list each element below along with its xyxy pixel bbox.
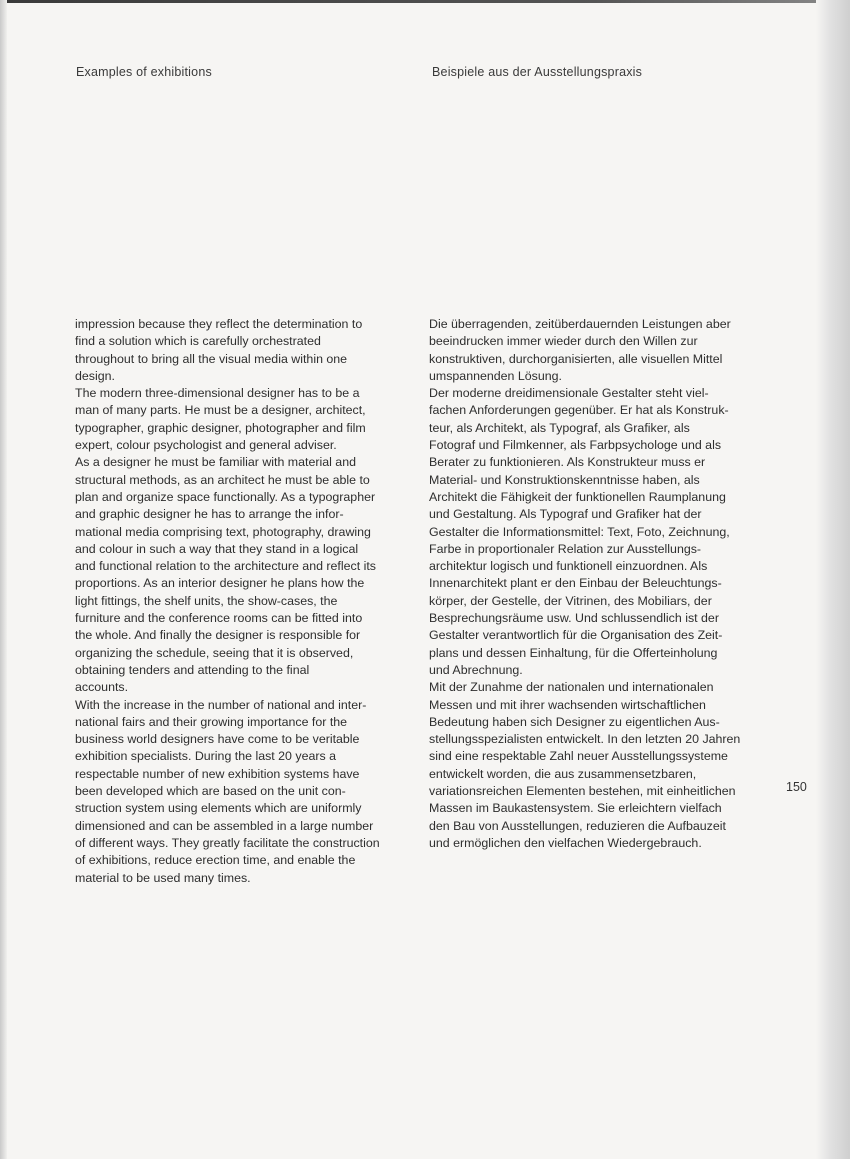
english-text-line: man of many parts. He must be a designer, architect,: [75, 403, 366, 418]
english-text-line: and functional relation to the architecture and reflect its: [75, 559, 376, 574]
english-text-line: business world designers have come to be veritable: [75, 732, 360, 747]
english-text-line: and colour in such a way that they stand in a logical: [75, 541, 359, 556]
german-text-line: Mit der Zunahme der nationalen und internationalen: [429, 680, 714, 695]
english-text-line: of different ways. They greatly facilitate the construction: [75, 835, 380, 850]
page-spine-shadow: [0, 0, 7, 1159]
english-text-line: the whole. And finally the designer is responsible for: [75, 628, 361, 643]
top-edge-rule: [0, 0, 850, 3]
german-text-line: beeindrucken immer wieder durch den Willen zur: [429, 334, 698, 349]
english-text-line: accounts.: [75, 680, 129, 695]
german-text-line: plans und dessen Einhaltung, für die Offerteinholung: [429, 645, 718, 660]
german-text-line: fachen Anforderungen gegenüber. Er hat als Konstruk-: [429, 403, 729, 418]
english-text-line: dimensioned and can be assembled in a large number: [75, 818, 374, 833]
german-text-line: und Gestaltung. Als Typograf und Grafiker hat der: [429, 507, 702, 522]
page-edge-shadow: [816, 0, 850, 1159]
english-text-line: typographer, graphic designer, photographer and film: [75, 420, 366, 435]
english-text-line: The modern three-dimensional designer has to be a: [75, 386, 360, 401]
german-text-line: Fotograf und Filmkenner, als Farbpsychologe und als: [429, 438, 722, 453]
german-text-line: entwickelt worden, die aus zusammensetzbaren,: [429, 766, 697, 781]
english-text-line: national fairs and their growing importance for the: [75, 714, 348, 729]
german-text-line: und ermöglichen den vielfachen Wiedergebrauch.: [429, 835, 702, 850]
german-text-line: Innenarchitekt plant er den Einbau der Beleuchtungs-: [429, 576, 722, 591]
english-text-line: of exhibitions, reduce erection time, and enable the: [75, 853, 356, 868]
english-text-line: respectable number of new exhibition systems have: [75, 766, 360, 781]
german-text-line: stellungsspezialisten entwickelt. In den letzten 20 Jahren: [429, 732, 741, 747]
english-text-line: throughout to bring all the visual media within one: [75, 351, 348, 366]
german-text-line: sind eine respektable Zahl neuer Ausstellungssysteme: [429, 749, 728, 764]
running-head-german: Beispiele aus der Ausstellungspraxis: [432, 65, 643, 79]
german-text-line: Material- und Konstruktionskenntnisse haben, als: [429, 472, 700, 487]
german-text-line: Gestalter die Informationsmittel: Text, Foto, Zeichnung,: [429, 524, 730, 539]
german-text-line: Massen im Baukastensystem. Sie erleichtern vielfach: [429, 801, 722, 816]
german-text-line: Gestalter verantwortlich für die Organisation des Zeit-: [429, 628, 723, 643]
german-text-line: konstruktiven, durchorganisierten, alle visuellen Mittel: [429, 351, 723, 366]
english-text-line: light fittings, the shelf units, the show-cases, the: [75, 593, 338, 608]
german-text-line: Berater zu funktionieren. Als Konstrukteur muss er: [429, 455, 706, 470]
english-text-line: plan and organize space functionally. As a typographer: [75, 489, 376, 504]
german-text-line: umspannenden Lösung.: [429, 368, 562, 383]
running-head-english: Examples of exhibitions: [76, 65, 212, 79]
english-text-line: proportions. As an interior designer he plans how the: [75, 576, 365, 591]
english-text-column: [75, 316, 415, 887]
english-text-line: With the increase in the number of national and inter-: [75, 697, 367, 712]
german-text-line: den Bau von Ausstellungen, reduzieren die Aufbauzeit: [429, 818, 726, 833]
english-text-line: impression because they reflect the determination to: [75, 317, 363, 331]
german-text-line: Bedeutung haben sich Designer zu eigentlichen Aus-: [429, 714, 720, 729]
english-text-line: organizing the schedule, seeing that it is observed,: [75, 645, 354, 660]
english-text-line: structural methods, as an architect he must be able to: [75, 472, 370, 487]
german-text-line: Die überragenden, zeitüberdauernden Leistungen aber: [429, 317, 731, 331]
english-text-line: material to be used many times.: [75, 870, 251, 885]
german-text-line: variationsreichen Elementen bestehen, mit einheitlichen: [429, 784, 736, 799]
german-text-line: und Abrechnung.: [429, 662, 523, 677]
english-text-line: struction system using elements which are uniformly: [75, 801, 362, 816]
german-text-line: Architekt die Fähigkeit der funktionellen Raumplanung: [429, 489, 726, 504]
page-number: 150: [786, 780, 807, 794]
german-text-line: Der moderne dreidimensionale Gestalter steht viel-: [429, 386, 709, 401]
english-text-line: mational media comprising text, photography, drawing: [75, 524, 371, 539]
german-text-line: Messen und mit ihrer wachsenden wirtschaftlichen: [429, 697, 706, 712]
german-text-line: Farbe in proportionaler Relation zur Ausstellungs-: [429, 541, 702, 556]
english-text-line: furniture and the conference rooms can be fitted into: [75, 611, 363, 626]
english-text-line: find a solution which is carefully orchestrated: [75, 334, 321, 349]
german-text-column: [429, 316, 769, 852]
english-text-line: obtaining tenders and attending to the final: [75, 662, 310, 677]
german-text-line: architektur logisch und funktionell einzuordnen. Als: [429, 559, 708, 574]
english-text-line: and graphic designer he has to arrange the infor-: [75, 507, 344, 522]
english-text-line: As a designer he must be familiar with material and: [75, 455, 356, 470]
english-text-line: expert, colour psychologist and general adviser.: [75, 438, 337, 453]
english-text-line: design.: [75, 368, 115, 383]
german-text-line: teur, als Architekt, als Typograf, als Grafiker, als: [429, 420, 690, 435]
english-text-line: been developed which are based on the unit con-: [75, 784, 346, 799]
english-text-line: exhibition specialists. During the last 20 years a: [75, 749, 337, 764]
german-text-line: Besprechungsräume usw. Und schlussendlich ist der: [429, 611, 719, 626]
german-text-line: körper, der Gestelle, der Vitrinen, des Mobiliars, der: [429, 593, 712, 608]
